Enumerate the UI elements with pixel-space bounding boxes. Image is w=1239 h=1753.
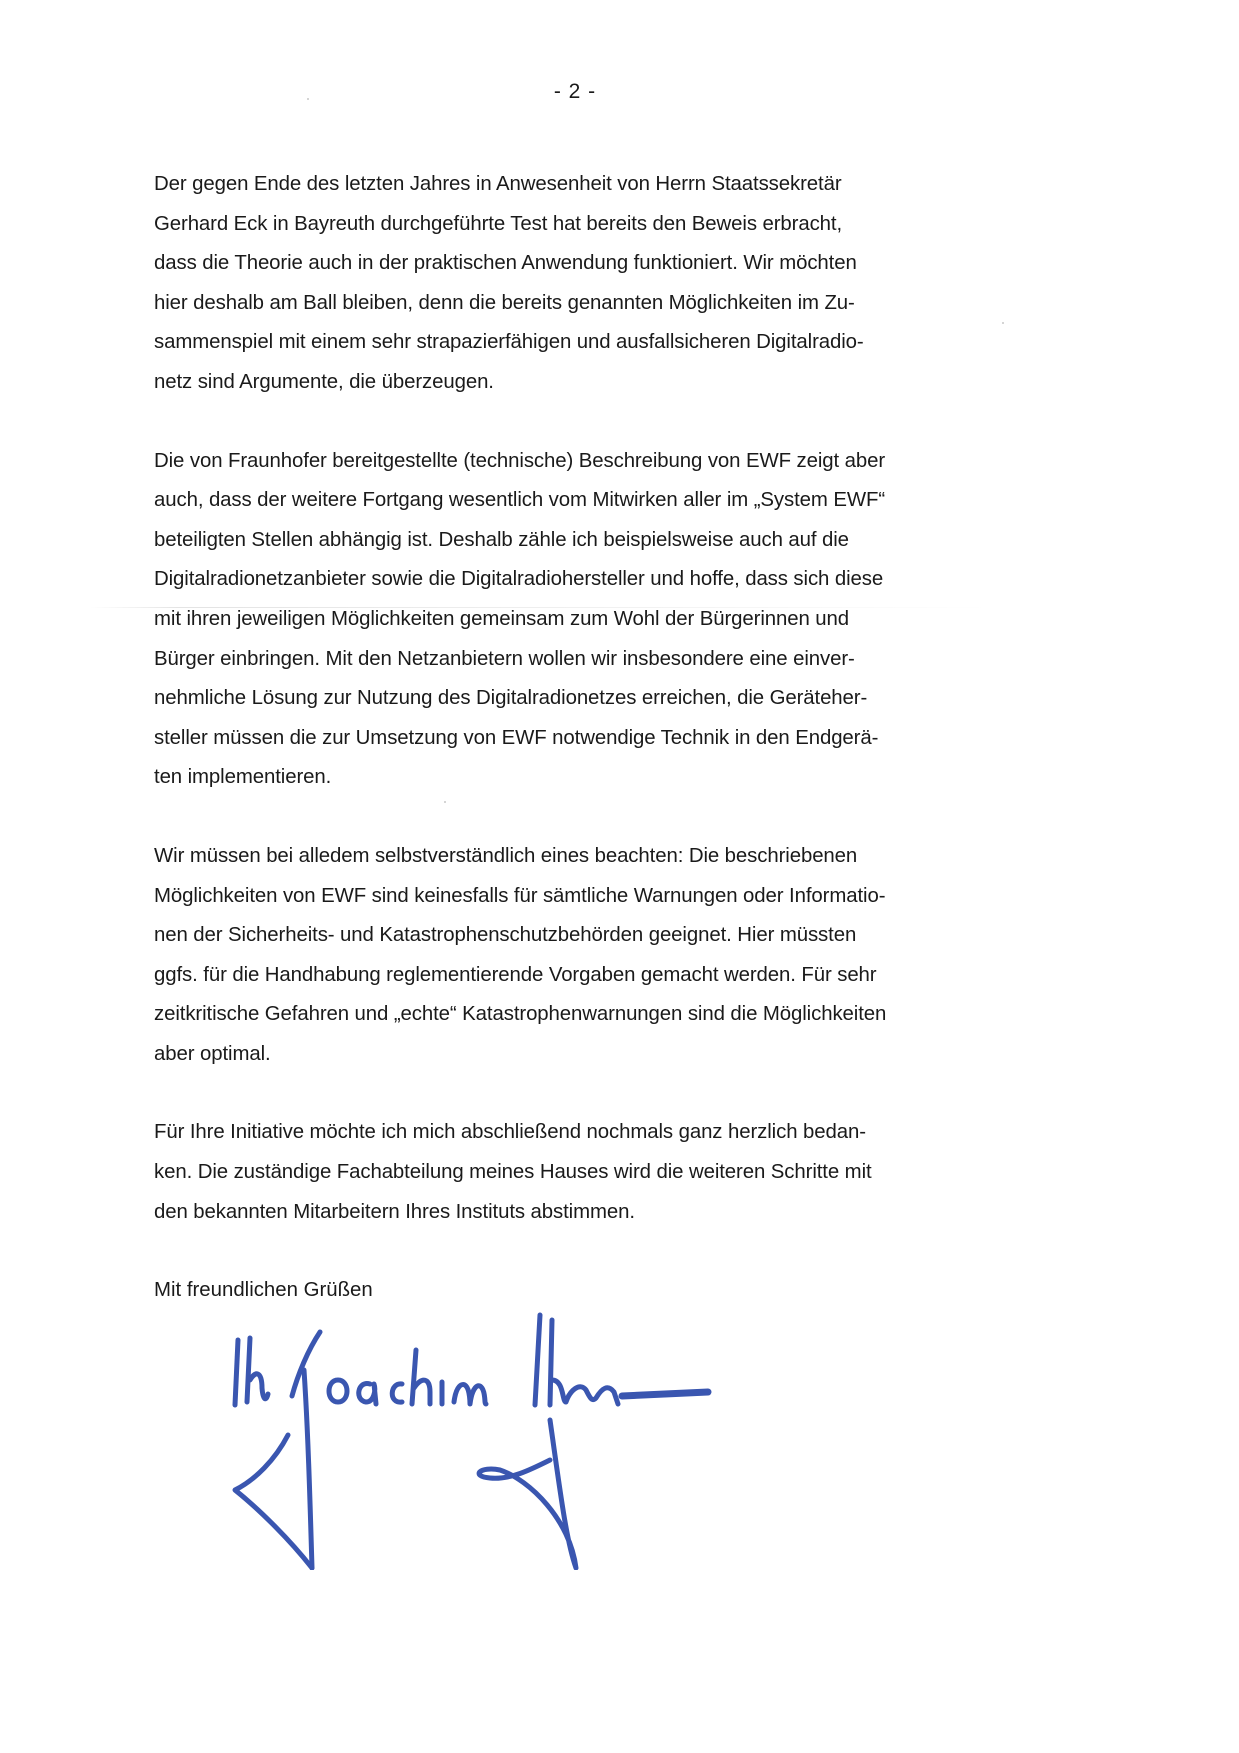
scan-speck [307, 98, 309, 100]
text-line: ggfs. für die Handhabung reglementierende Vorgaben gemacht werden. Für sehr [154, 963, 877, 986]
page-number: - 2 - [553, 80, 597, 103]
text-line: dass die Theorie auch in der praktischen Anwendung funktioniert. Wir möchten [154, 252, 857, 275]
text-line: Gerhard Eck in Bayreuth durchgeführte Test hat bereits den Beweis erbracht, [154, 212, 843, 235]
text-line: auch, dass der weitere Fortgang wesentlich vom Mitwirken aller im „System EWF“ [154, 489, 886, 512]
paragraph-3 [154, 837, 1004, 1075]
handwritten-signature [230, 1310, 950, 1570]
closing-salutation: Mit freundlichen Grüßen [154, 1279, 373, 1302]
text-line: Möglichkeiten von EWF sind keinesfalls für sämtliche Warnungen oder Informatio- [154, 884, 886, 907]
text-line: ken. Die zuständige Fachabteilung meines Hauses wird die weiteren Schritte mit [154, 1161, 872, 1184]
text-line: ten implementieren. [154, 766, 332, 789]
text-line: sammenspiel mit einem sehr strapazierfähigen und ausfallsicheren Digitalradio- [154, 331, 864, 354]
text-line: beteiligten Stellen abhängig ist. Deshalb zähle ich beispielsweise auch auf die [154, 528, 849, 551]
text-line: hier deshalb am Ball bleiben, denn die bereits genannten Möglichkeiten im Zu- [154, 291, 855, 314]
text-line: Für Ihre Initiative möchte ich mich abschließend nochmals ganz herzlich bedan- [154, 1121, 866, 1144]
text-line: nehmliche Lösung zur Nutzung des Digitalradionetzes erreichen, die Geräteher- [154, 687, 868, 710]
text-line: Die von Fraunhofer bereitgestellte (technische) Beschreibung von EWF zeigt aber [154, 449, 886, 472]
paragraph-2 [154, 442, 1004, 798]
paragraph-4 [154, 1113, 1004, 1232]
text-line: zeitkritische Gefahren und „echte“ Katastrophenwarnungen sind die Möglichkeiten [154, 1003, 887, 1026]
text-line: aber optimal. [154, 1042, 271, 1065]
paragraph-1 [154, 165, 1004, 403]
text-line: Der gegen Ende des letzten Jahres in Anwesenheit von Herrn Staatssekretär [154, 173, 842, 195]
text-line: den bekannten Mitarbeitern Ihres Instituts abstimmen. [154, 1200, 635, 1223]
text-line: Digitalradionetzanbieter sowie die Digitalradiohersteller und hoffe, dass sich diese [154, 568, 884, 591]
text-line: steller müssen die zur Umsetzung von EWF notwendige Technik in den Endgerä- [154, 726, 879, 749]
text-line: mit ihren jeweiligen Möglichkeiten gemeinsam zum Wohl der Bürgerinnen und [154, 607, 850, 630]
letter-body [154, 165, 1004, 1311]
text-line: netz sind Argumente, die überzeugen. [154, 370, 494, 393]
text-line: Bürger einbringen. Mit den Netzanbietern wollen wir insbesondere eine einver- [154, 647, 855, 670]
text-line: Wir müssen bei alledem selbstverständlich eines beachten: Die beschriebenen [154, 844, 858, 867]
text-line: nen der Sicherheits- und Katastrophenschutzbehörden geeignet. Hier müssten [154, 924, 857, 947]
